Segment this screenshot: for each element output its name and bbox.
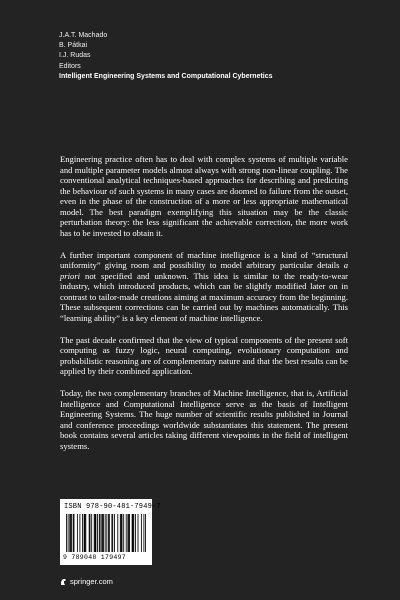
barcode-bar	[108, 514, 109, 552]
barcode-bar	[112, 514, 113, 552]
barcode-bar	[68, 514, 69, 552]
blurb-paragraph: The past decade confirmed that the view of typical components of the present soft computing as fuzzy logic, neural computing, evolutionary computation and probabilistic reasoning are of complementary nature and that the best results can be applied by their combined application.	[60, 334, 348, 376]
editor-name: I.J. Rudas	[59, 52, 91, 60]
barcode-bar	[120, 514, 121, 552]
editors-label: Editors	[59, 62, 81, 70]
editor-name: B. Pátkai	[59, 42, 88, 50]
barcode-bar	[129, 514, 130, 552]
barcode-bar	[145, 514, 146, 552]
barcode-bar	[135, 514, 136, 552]
barcode-bar	[91, 514, 92, 552]
barcode-bar	[69, 514, 70, 552]
barcode-bar	[100, 514, 101, 552]
barcode-bar	[85, 514, 86, 552]
barcode-bar	[133, 514, 134, 552]
barcode-bar	[126, 514, 127, 552]
barcode-bar	[109, 514, 110, 552]
blurb	[60, 154, 348, 463]
barcode-bar	[70, 514, 71, 552]
barcode-bar	[71, 514, 72, 552]
barcode-bar	[121, 514, 122, 552]
barcode-bar	[82, 514, 83, 552]
barcode-bar	[101, 514, 102, 552]
barcode-bars	[66, 514, 146, 552]
barcode-bar	[84, 514, 85, 552]
barcode-bar	[106, 514, 107, 552]
barcode-bar	[99, 514, 100, 552]
series-title: Intelligent Engineering Systems and Computational Cybernetics	[59, 72, 273, 80]
barcode-bar	[141, 514, 142, 552]
publisher-link[interactable]	[60, 577, 113, 586]
barcode-bar	[122, 514, 123, 552]
barcode-bar	[128, 514, 129, 552]
barcode-bar	[94, 514, 95, 552]
barcode-bar	[79, 514, 80, 552]
barcode-bar	[111, 514, 112, 552]
barcode-bar	[95, 514, 96, 552]
barcode-bar	[85, 514, 86, 552]
barcode-bar	[66, 514, 67, 552]
barcode-bar	[77, 514, 78, 552]
barcode-number: 9 789048 179497	[63, 554, 127, 561]
blurb-paragraph: Engineering practice often has to deal with complex systems of multiple variable and multiple parameter models almost always with strong non-linear coupling. The conventional analytical techniques-based approaches for describing and predicting the behaviour of such systems in many cases are doomed to failure from the outset, even in the phase of the construction of a more or less appropriate mathematical model. The best paradigm exemplifying this situation may be the classic perturbation theory: the less significant the achievable correction, the more work has to be invested to obtain it.	[60, 154, 348, 238]
editor-name: J.A.T. Machado	[59, 32, 108, 39]
barcode-bar	[74, 514, 75, 552]
barcode-bar	[127, 514, 128, 552]
barcode-bar	[105, 514, 106, 552]
cover-header	[59, 31, 273, 82]
blurb-paragraph: A further important component of machine intelligence is a kind of “structural uniformity” giving room and possibility to model arbitrary particular details a priori not specified and unknown. This idea is similar to the ready-to-wear industry, which introduced products, which can be slightly modified later on in contrast to tailor-made creations aiming at maximum accuracy from the beginning. These subsequent corrections can be carried out by machines automatically. This “learning ability” is a key element of machine intelligence.	[60, 249, 348, 323]
isbn-label: ISBN 978-90-481-7949-7	[64, 503, 161, 511]
barcode-bar	[117, 514, 118, 552]
barcode-bar	[133, 514, 134, 552]
italic-term: a priori	[60, 260, 348, 281]
barcode-bar	[90, 514, 91, 552]
barcode-bar	[143, 514, 144, 552]
barcode-bar	[89, 514, 90, 552]
springer-horse-icon	[60, 578, 67, 586]
blurb-paragraph: Today, the two complementary branches of Machine Intelligence, that is, Artificial Intelligence and Computational Intelligence serve as the basis of Intelligent Engineering Systems. The huge number of scientific results published in Journal and conference proceedings worldwide substantiates this statement. The present book contains several articles taking different viewpoints in the field of intelligent systems.	[60, 388, 348, 451]
barcode	[60, 499, 161, 565]
barcode-bar	[97, 514, 98, 552]
barcode-bar	[95, 514, 96, 552]
barcode-bar	[138, 514, 139, 552]
barcode-bar	[114, 514, 115, 552]
barcode-bar	[103, 514, 104, 552]
publisher-url[interactable]: springer.com	[70, 577, 113, 586]
barcode-bar	[132, 514, 133, 552]
barcode-bar	[123, 514, 124, 552]
barcode-bar	[73, 514, 74, 552]
barcode-bar	[102, 514, 103, 552]
